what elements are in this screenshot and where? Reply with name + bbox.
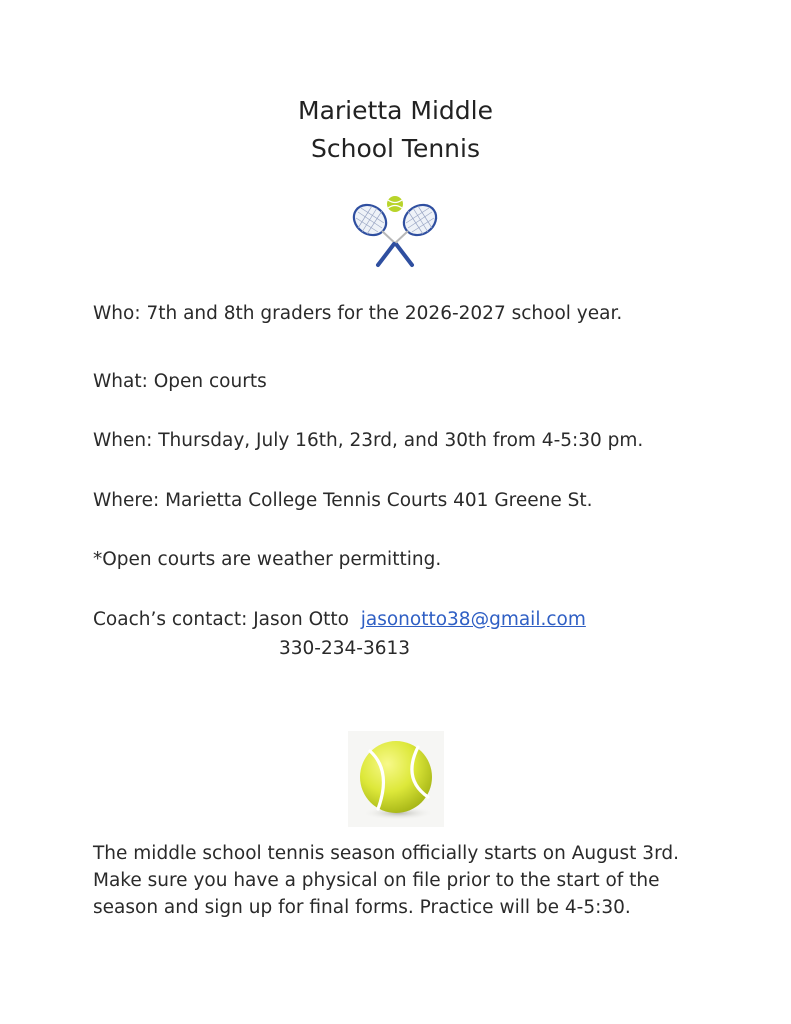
when-line: When: Thursday, July 16th, 23rd, and 30th from 4-5:30 pm. bbox=[93, 430, 644, 451]
coach-contact-label: Coach’s contact: Jason Otto bbox=[93, 609, 349, 630]
page-title-line-1: Marietta Middle bbox=[298, 96, 493, 125]
season-note-line-2: Make sure you have a physical on file prior to the start of the bbox=[93, 870, 660, 891]
left-racket bbox=[348, 199, 412, 265]
tennis-ball-image bbox=[348, 731, 444, 827]
season-note-line-1: The middle school tennis season officially starts on August 3rd. bbox=[93, 843, 679, 864]
season-note-line-3: season and sign up for final forms. Practice will be 4-5:30. bbox=[93, 897, 631, 918]
small-tennis-ball bbox=[387, 196, 403, 212]
right-racket bbox=[378, 199, 442, 265]
weather-note: *Open courts are weather permitting. bbox=[93, 549, 442, 570]
season-note bbox=[93, 840, 713, 921]
coach-phone: 330-234-3613 bbox=[279, 638, 411, 659]
page-title-line-2: School Tennis bbox=[310, 134, 480, 163]
who-line: Who: 7th and 8th graders for the 2026-2027 school year. bbox=[93, 303, 623, 324]
page-title bbox=[0, 92, 791, 168]
coach-contact bbox=[93, 609, 586, 630]
tennis-ball-icon bbox=[348, 731, 444, 827]
where-line: Where: Marietta College Tennis Courts 401 Greene St. bbox=[93, 490, 593, 511]
crossed-tennis-rackets-icon bbox=[346, 194, 444, 268]
coach-email-link[interactable]: jasonotto38@gmail.com bbox=[360, 609, 586, 630]
what-line: What: Open courts bbox=[93, 371, 267, 392]
